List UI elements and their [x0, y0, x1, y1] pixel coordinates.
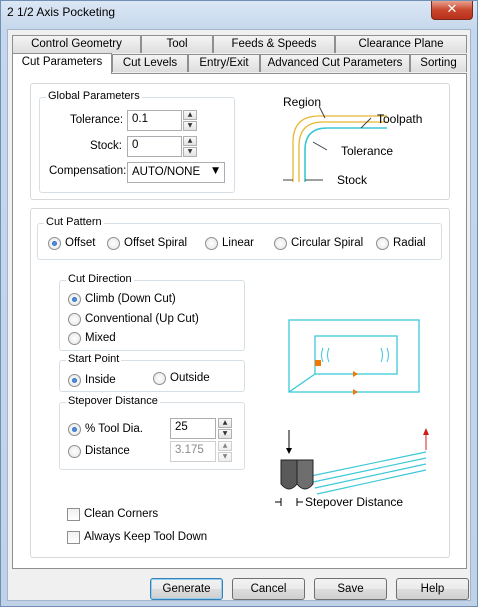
tool-up-arrow-icon	[423, 428, 429, 435]
compensation-value: AUTO/NONE	[132, 166, 201, 178]
radio-selected-icon[interactable]	[48, 237, 61, 250]
spin-up-icon[interactable]: ▲	[183, 136, 197, 146]
spin-down-icon[interactable]: ▼	[183, 121, 197, 131]
tool-right-icon	[297, 460, 313, 489]
radio-selected-icon[interactable]	[68, 374, 81, 387]
tab-sorting[interactable]: Sorting	[410, 54, 467, 72]
direction-conventional-label: Conventional (Up Cut)	[85, 313, 199, 325]
stepover-distance-input[interactable]: 3.175	[170, 441, 216, 462]
pocket-island-right	[381, 348, 389, 362]
radio-icon[interactable]	[153, 372, 166, 385]
cut-direction-group	[59, 273, 245, 351]
pattern-radial-label: Radial	[393, 237, 426, 249]
radio-selected-icon[interactable]	[68, 293, 81, 306]
direction-arrow-outer	[353, 389, 358, 395]
tab-feeds-speeds[interactable]: Feeds & Speeds	[213, 35, 335, 53]
spin-up-icon[interactable]: ▲	[183, 110, 197, 120]
tolerance-arrow	[313, 142, 327, 150]
direction-mixed-label: Mixed	[85, 332, 116, 344]
global-parameters-diagram	[253, 94, 453, 194]
tool-down-arrow-icon	[286, 448, 292, 454]
pass-line-3	[315, 464, 426, 488]
pocket-link-line	[289, 374, 315, 392]
compensation-dropdown[interactable]	[127, 162, 225, 183]
radio-icon[interactable]	[107, 237, 120, 250]
stepover-group	[59, 395, 245, 470]
compensation-label: Compensation:	[49, 165, 127, 177]
stepover-percent-label: % Tool Dia.	[85, 423, 143, 435]
tolerance-spinner[interactable]	[183, 110, 197, 131]
stepover-diagram-label: Stepover Distance	[305, 495, 404, 509]
stepover-diagram	[263, 426, 453, 516]
stepover-distance-label: Distance	[85, 445, 130, 457]
tab-tool[interactable]: Tool	[141, 35, 213, 53]
stepover-distance-spinner[interactable]	[218, 441, 232, 462]
global-parameters-group	[39, 90, 235, 193]
pass-line-2	[313, 458, 426, 482]
pattern-circular-spiral-label: Circular Spiral	[291, 237, 364, 249]
pattern-offset-label: Offset	[65, 237, 96, 249]
cut-pattern-legend: Cut Pattern	[46, 216, 102, 228]
tab-advanced-cut-parameters[interactable]: Advanced Cut Parameters	[260, 54, 410, 72]
pocket-island-left	[322, 348, 330, 362]
title-bar[interactable]	[1, 1, 477, 25]
tolerance-input[interactable]: 0.1	[127, 110, 182, 131]
stock-label-diagram: Stock	[337, 173, 368, 187]
pattern-offset-spiral-label: Offset Spiral	[124, 237, 188, 249]
keep-tool-down-label: Always Keep Tool Down	[84, 531, 208, 543]
radio-icon[interactable]	[274, 237, 287, 250]
clean-corners-label: Clean Corners	[84, 508, 159, 520]
pocket-outer-boundary	[289, 320, 419, 392]
pass-line-1	[311, 452, 426, 476]
tab-control-geometry[interactable]: Control Geometry	[12, 35, 141, 53]
start-point-group	[59, 353, 245, 392]
toolpath-label: Toolpath	[377, 112, 423, 126]
checkbox-icon[interactable]	[67, 508, 80, 521]
stock-label: Stock:	[90, 140, 122, 152]
save-button[interactable]: Save	[314, 578, 387, 600]
cut-direction-legend: Cut Direction	[68, 273, 132, 285]
cut-parameters-panel	[12, 73, 467, 569]
radio-icon[interactable]	[376, 237, 389, 250]
tolerance-label-diagram: Tolerance	[341, 144, 394, 158]
dialog-client	[7, 29, 471, 601]
tolerance-label: Tolerance:	[70, 114, 124, 126]
spin-down-icon[interactable]: ▼	[183, 147, 197, 157]
toolpath-arrow	[361, 118, 371, 128]
cancel-button[interactable]: Cancel	[232, 578, 305, 600]
tab-clearance-plane[interactable]: Clearance Plane	[335, 35, 467, 53]
direction-arrow-inner	[353, 371, 358, 377]
spin-down-icon[interactable]: ▼	[218, 429, 232, 439]
radio-icon[interactable]	[68, 445, 81, 458]
stepover-percent-input[interactable]: 25	[170, 418, 216, 439]
direction-climb-label: Climb (Down Cut)	[85, 293, 176, 305]
spin-up-icon[interactable]: ▲	[218, 418, 232, 428]
spin-up-icon[interactable]: ▲	[218, 441, 232, 451]
start-inside-label: Inside	[85, 374, 116, 386]
start-outside-label: Outside	[170, 372, 210, 384]
stock-input[interactable]: 0	[127, 136, 182, 157]
radio-icon[interactable]	[68, 313, 81, 326]
region-label: Region	[283, 95, 322, 109]
spin-down-icon[interactable]: ▼	[218, 452, 232, 462]
global-parameters-legend: Global Parameters	[48, 90, 140, 102]
start-point-legend: Start Point	[68, 353, 120, 365]
tab-entry-exit[interactable]: Entry/Exit	[188, 54, 260, 72]
close-button[interactable]: ✕	[431, 1, 473, 20]
stepover-legend: Stepover Distance	[68, 395, 158, 407]
stepover-percent-spinner[interactable]	[218, 418, 232, 439]
pattern-linear-label: Linear	[222, 237, 254, 249]
pass-line-4	[317, 470, 426, 494]
start-point-marker	[315, 360, 321, 366]
cut-pattern-group	[37, 216, 442, 260]
pocket-diagram	[287, 318, 427, 398]
radio-selected-icon[interactable]	[68, 423, 81, 436]
tab-cut-parameters[interactable]: Cut Parameters	[12, 53, 112, 74]
checkbox-icon[interactable]	[67, 531, 80, 544]
stock-spinner[interactable]	[183, 136, 197, 157]
tool-left-icon	[281, 460, 297, 489]
radio-icon[interactable]	[68, 332, 81, 345]
generate-button[interactable]: Generate	[150, 578, 223, 600]
window-title: 2 1/2 Axis Pocketing	[7, 5, 116, 19]
radio-icon[interactable]	[205, 237, 218, 250]
tab-cut-levels[interactable]: Cut Levels	[112, 54, 188, 72]
help-button[interactable]: Help	[396, 578, 469, 600]
chevron-down-icon: ▼	[212, 166, 219, 176]
